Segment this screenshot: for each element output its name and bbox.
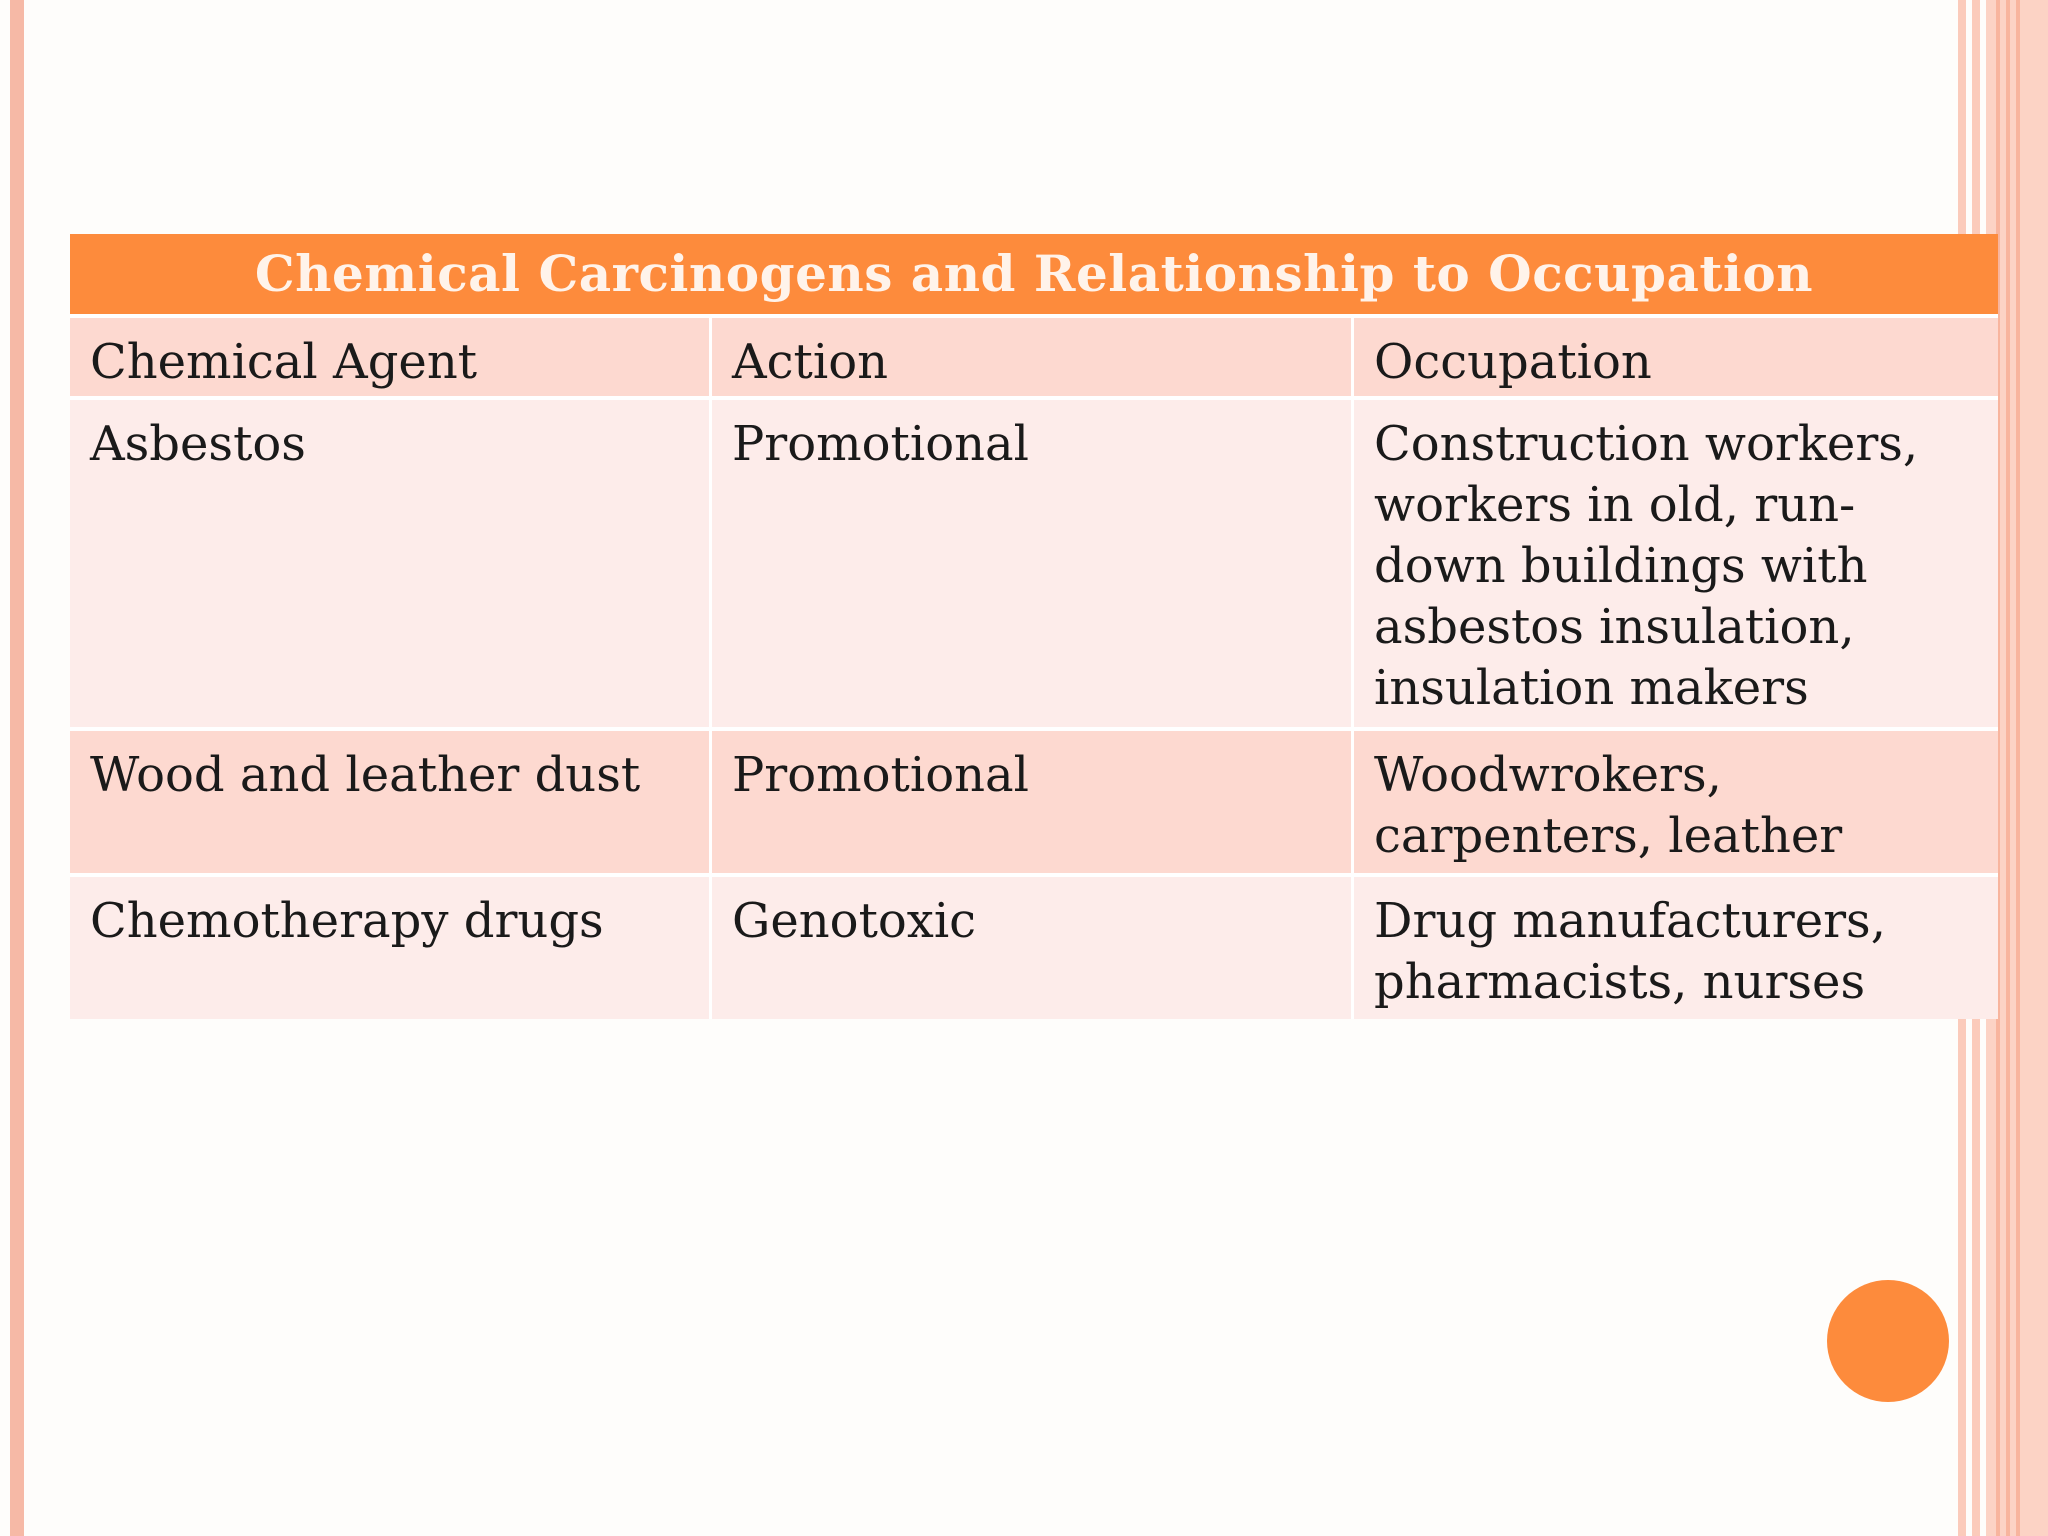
table-row	[70, 727, 1998, 873]
cell-occupation: Drug manufacturers, pharmacists, nurses	[1374, 893, 1886, 1010]
header-occupation: Occupation	[1374, 334, 1652, 390]
cell-chemical-agent: Chemotherapy drugs	[70, 877, 712, 1019]
decorative-circle	[1827, 1280, 1949, 1402]
header-action: Action	[712, 318, 1354, 396]
cell-occupation: Construction workers, workers in old, run-down buildings with asbestos insulation, insulation makers	[1374, 416, 1919, 716]
carcinogen-table	[70, 234, 1998, 1019]
cell-chemical-agent: Wood and leather dust	[70, 731, 712, 873]
cell-occupation: Woodwrokers, carpenters, leather	[1374, 747, 1843, 864]
table-header-row	[70, 314, 1998, 396]
cell-action: Genotoxic	[712, 877, 1354, 1019]
header-chemical-agent: Chemical Agent	[70, 318, 712, 396]
right-decorative-line	[2016, 0, 2020, 1536]
cell-action: Promotional	[712, 731, 1354, 873]
cell-chemical-agent: Asbestos	[70, 400, 712, 727]
cell-action: Promotional	[712, 400, 1354, 727]
right-decorative-line	[2006, 0, 2010, 1536]
table-row	[70, 873, 1998, 1019]
table-row	[70, 396, 1998, 727]
table-title: Chemical Carcinogens and Relationship to Occupation	[70, 234, 1998, 314]
left-decorative-stripe	[10, 0, 24, 1536]
